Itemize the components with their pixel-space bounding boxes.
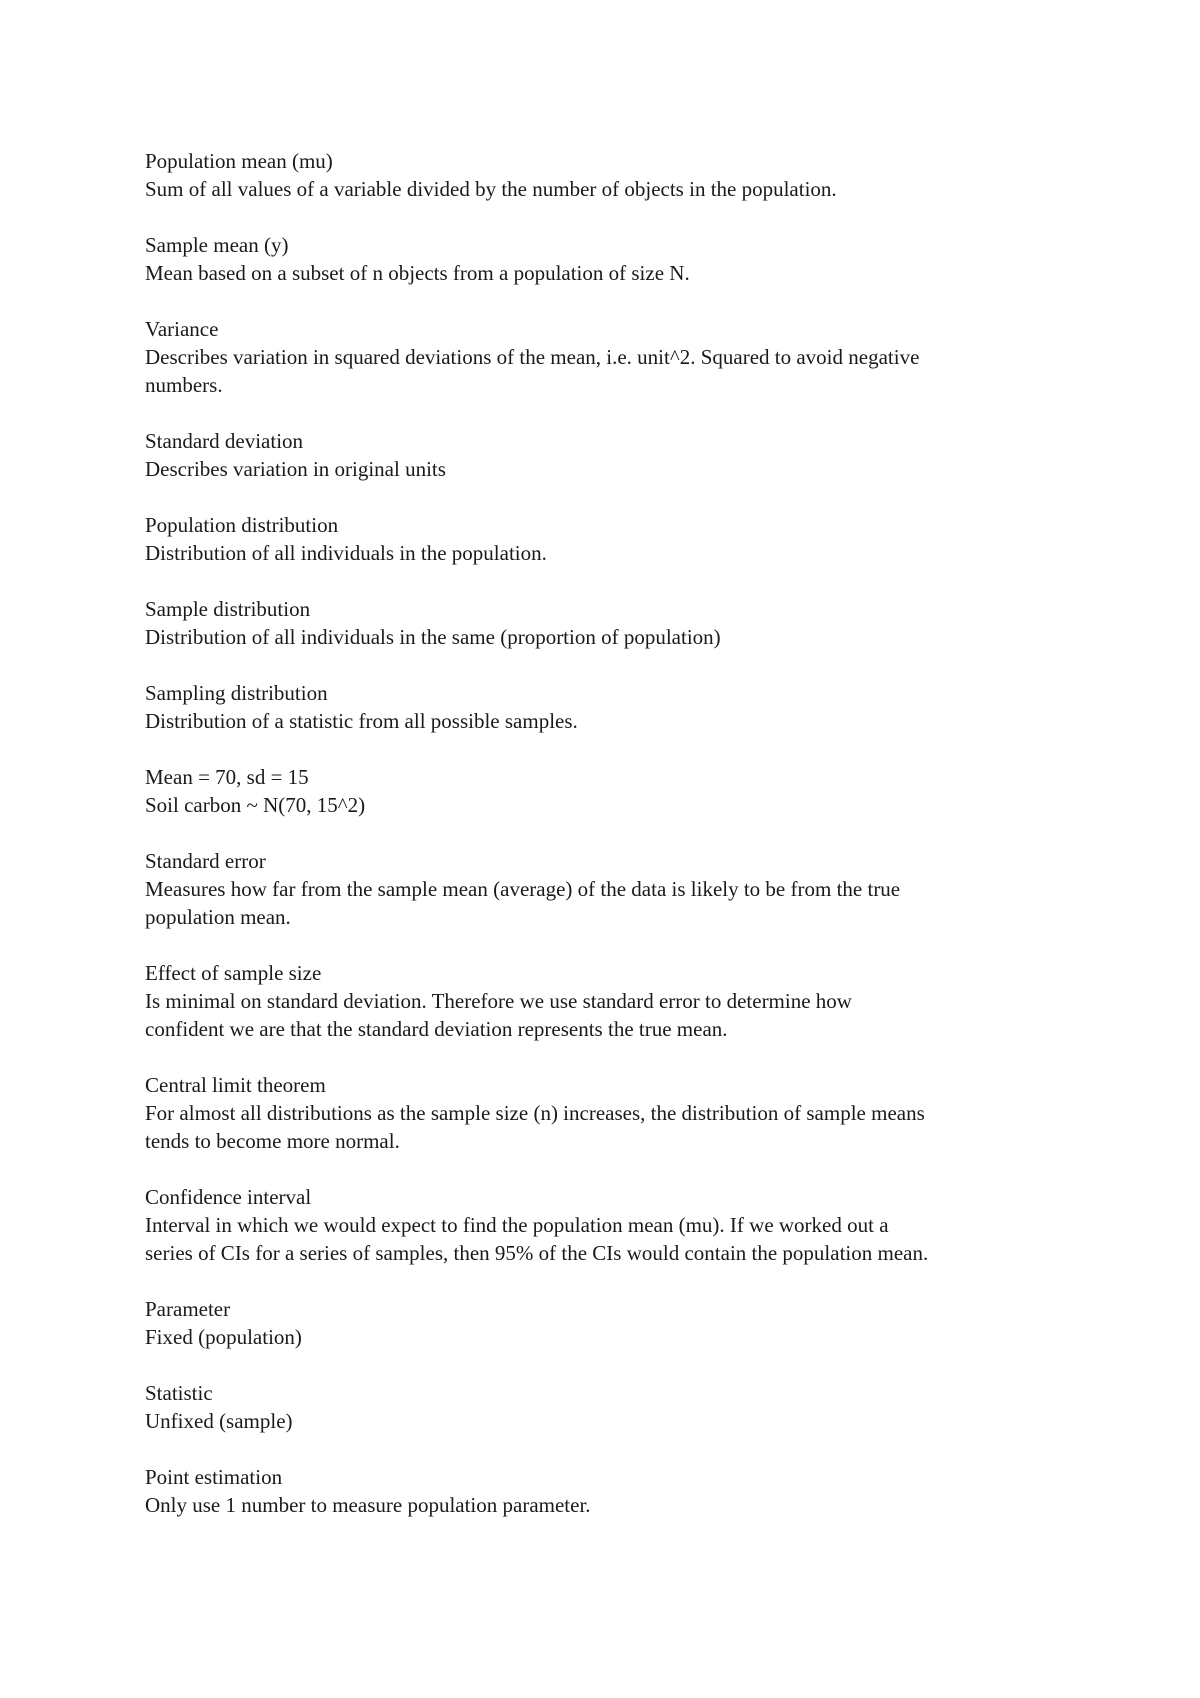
definition-term: Variance [145,317,219,341]
definition-entry [145,511,1075,567]
definition-term: Sample distribution [145,597,311,621]
definition-text-line: population mean. [145,905,291,929]
definition-term: Standard error [145,849,266,873]
definition-text-line: Measures how far from the sample mean (average) of the data is likely to be from the true [145,877,901,901]
definition-entry [145,1071,1075,1155]
definition-text-line: Unfixed (sample) [145,1409,293,1433]
definition-entry [145,1379,1075,1435]
definition-entry [145,1295,1075,1351]
definition-entry [145,427,1075,483]
definition-text-line: Is minimal on standard deviation. Therefore we use standard error to determine how [145,989,852,1013]
definition-text-line: Describes variation in original units [145,457,446,481]
definition-entry [145,679,1075,735]
definition-term: Population distribution [145,513,339,537]
definition-term: Standard deviation [145,429,304,453]
definition-text-line: Mean based on a subset of n objects from a population of size N. [145,261,690,285]
definition-term: Parameter [145,1297,231,1321]
definition-term: Sampling distribution [145,681,328,705]
definition-text-line: Fixed (population) [145,1325,302,1349]
definition-text-line: confident we are that the standard deviation represents the true mean. [145,1017,728,1041]
definition-term: Sample mean (y) [145,233,289,257]
definition-entry [145,959,1075,1043]
definition-entry [145,1463,1075,1519]
definition-text-line: Distribution of all individuals in the same (proportion of population) [145,625,721,649]
definition-term: Population mean (mu) [145,149,333,173]
definition-text-line: Sum of all values of a variable divided by the number of objects in the population. [145,177,837,201]
definition-text-line: Distribution of all individuals in the population. [145,541,547,565]
definition-text-line: Distribution of a statistic from all possible samples. [145,709,578,733]
definition-text-line: series of CIs for a series of samples, then 95% of the CIs would contain the population mean. [145,1241,929,1265]
definition-text-line: numbers. [145,373,223,397]
definition-entry [145,231,1075,287]
definition-entry [145,847,1075,931]
definition-text-line: For almost all distributions as the sample size (n) increases, the distribution of sample means [145,1101,925,1125]
definition-term: Mean = 70, sd = 15 [145,765,309,789]
definition-text-line: Soil carbon ~ N(70, 15^2) [145,793,366,817]
definition-text-line: Only use 1 number to measure population parameter. [145,1493,591,1517]
definition-text-line: Describes variation in squared deviations of the mean, i.e. unit^2. Squared to avoid negative [145,345,920,369]
definition-entry [145,1183,1075,1267]
definition-entry [145,315,1075,399]
definition-term: Statistic [145,1381,213,1405]
definition-entry [145,595,1075,651]
definition-term: Effect of sample size [145,961,322,985]
definition-text-line: tends to become more normal. [145,1129,400,1153]
definition-term: Central limit theorem [145,1073,326,1097]
definition-entry [145,763,1075,819]
definition-term: Confidence interval [145,1185,312,1209]
definition-term: Point estimation [145,1465,283,1489]
definition-entry [145,147,1075,203]
document-body [145,147,1075,1547]
definition-text-line: Interval in which we would expect to find the population mean (mu). If we worked out a [145,1213,889,1237]
